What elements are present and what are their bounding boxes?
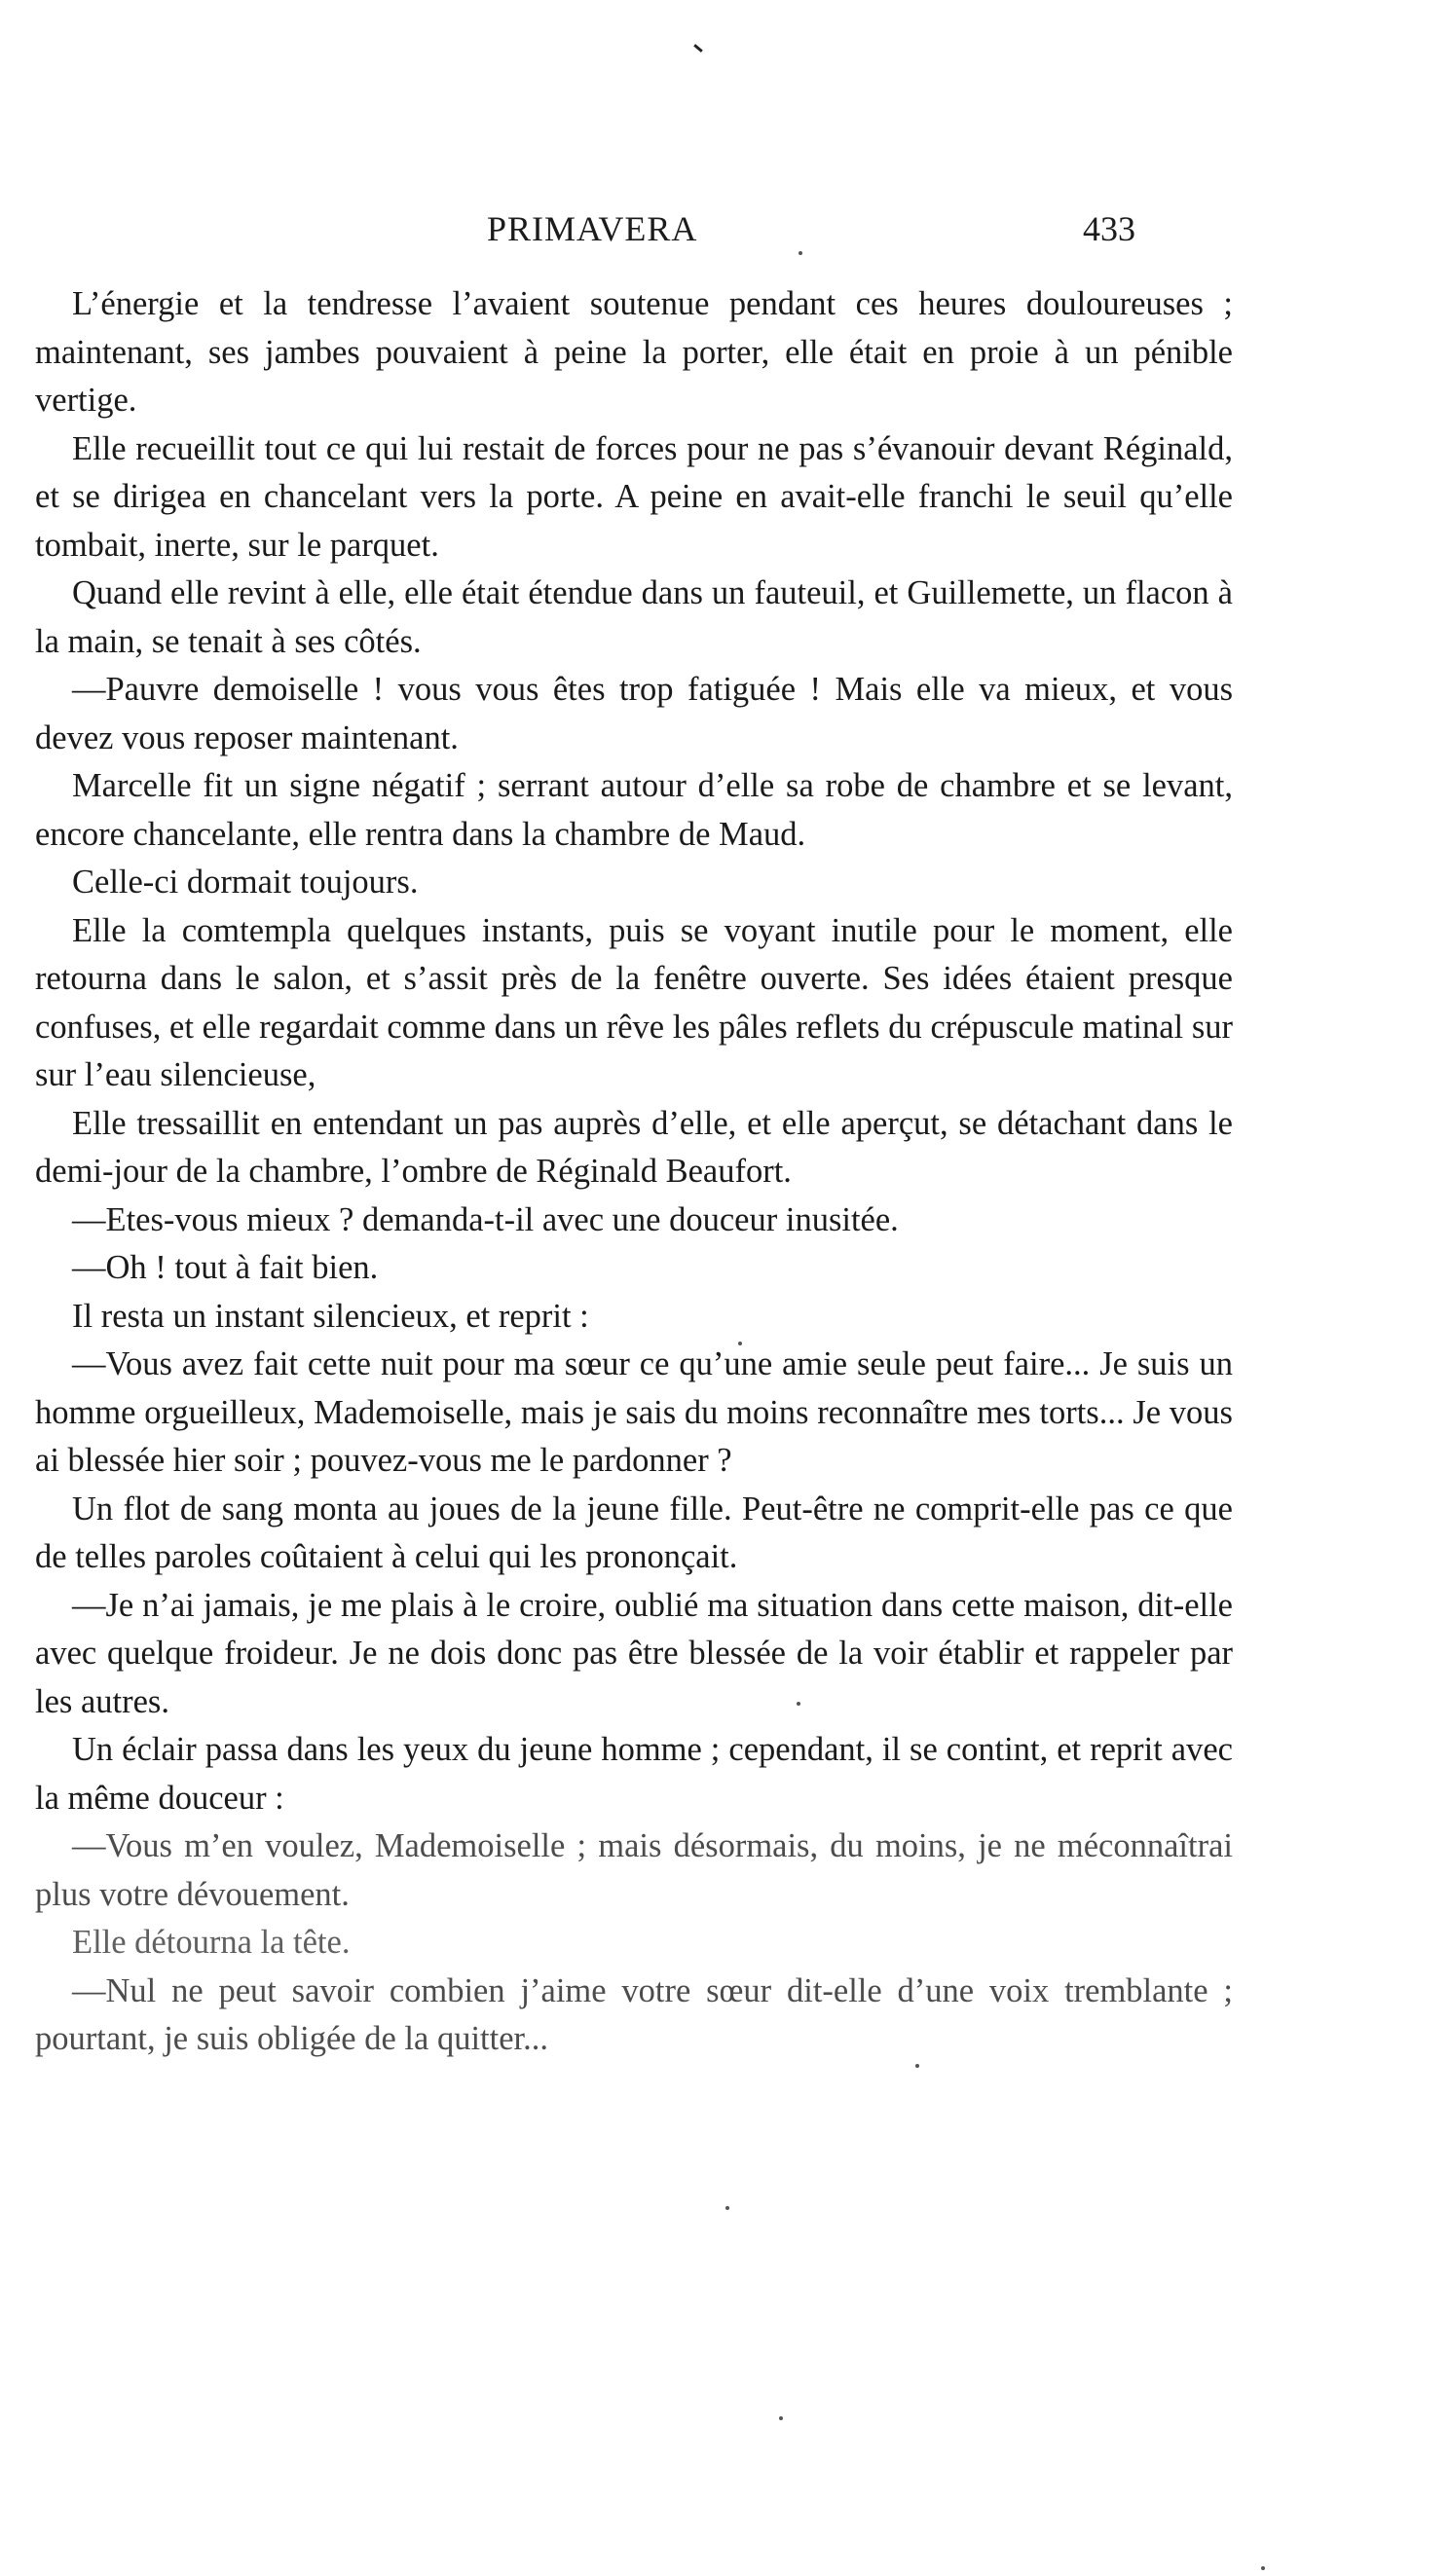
- scan-speck: [1261, 2566, 1265, 2570]
- paragraph: Un éclair passa dans les yeux du jeune homme ; cependant, il se contint, et reprit avec la même douceur :: [35, 1731, 1233, 1817]
- scan-speck: [738, 1342, 742, 1345]
- paragraph: Marcelle fit un signe négatif ; serrant autour d’elle sa robe de chambre et se levant, encore chancelante, elle rentra dans la chambre de Maud.: [35, 767, 1233, 853]
- page-header: [0, 204, 1449, 253]
- scan-speck: [797, 1702, 800, 1706]
- paragraph: —Etes-vous mieux ? demanda-t-il avec une douceur inusitée.: [72, 1200, 899, 1238]
- body-text: [35, 280, 1233, 2064]
- running-title: PRIMAVERA: [487, 209, 698, 248]
- paragraph: Celle-ci dormait toujours.: [72, 864, 419, 901]
- paragraph: Un flot de sang monta au joues de la jeune fille. Peut-être ne comprit-elle pas ce que de telles paroles coûtaient à celui qui les prononçait.: [35, 1490, 1233, 1575]
- ink-mark: [693, 44, 703, 53]
- scan-speck: [799, 251, 802, 255]
- paragraph: Elle la comtempla quelques instants, puis se voyant inutile pour le moment, elle retourna dans le salon, et s’assit près de la fenêtre ouverte. Ses idées étaient presque confuses, et elle regardait comme dans un rêve les pâles reflets du crépuscule matinal sur sur l’eau silencieuse,: [35, 911, 1233, 1093]
- paragraph: —Nul ne peut savoir combien j’aime votre sœur dit-elle d’une voix tremblante ; pourtant, je suis obligée de la quitter...: [35, 1971, 1233, 2057]
- paragraph: Il resta un instant silencieux, et reprit :: [72, 1297, 589, 1335]
- paragraph: —Vous m’en voulez, Mademoiselle ; mais désormais, du moins, je ne méconnaîtrai plus votre dévouement.: [35, 1827, 1233, 1913]
- paragraph: —Je n’ai jamais, je me plais à le croire, oublié ma situation dans cette maison, dit-elle avec quelque froideur. Je ne dois donc pas être blessée de la voir établir et rappeler par les autres.: [35, 1586, 1233, 1720]
- paragraph: —Pauvre demoiselle ! vous vous êtes trop fatiguée ! Mais elle va mieux, et vous devez vous reposer maintenant.: [35, 671, 1233, 756]
- paragraph: Quand elle revint à elle, elle était étendue dans un fauteuil, et Guillemette, un flacon à la main, se tenait à ses côtés.: [35, 574, 1233, 660]
- scan-speck: [915, 2064, 919, 2068]
- page-number: 433: [1083, 209, 1135, 248]
- paragraph: Elle tressaillit en entendant un pas auprès d’elle, et elle aperçut, se détachant dans le demi-jour de la chambre, l’ombre de Réginald Beaufort.: [35, 1104, 1233, 1190]
- paragraph: Elle recueillit tout ce qui lui restait de forces pour ne pas s’évanouir devant Réginald, et se dirigea en chancelant vers la porte. A peine en avait-elle franchi le seuil qu’elle tombait, inerte, sur le parquet.: [35, 429, 1233, 564]
- paragraph: —Oh ! tout à fait bien.: [72, 1249, 379, 1286]
- scan-speck: [725, 2206, 729, 2210]
- paragraph: —Vous avez fait cette nuit pour ma sœur ce qu’une amie seule peut faire... Je suis un homme orgueilleux, Mademoiselle, mais je sais du moins reconnaître mes torts... Je vous ai blessée hier soir ; pouvez-vous me le pardonner ?: [35, 1345, 1233, 1479]
- paragraph: L’énergie et la tendresse l’avaient soutenue pendant ces heures douloureuses ; maintenant, ses jambes pouvaient à peine la porter, elle était en proie à un pénible vertige.: [35, 285, 1233, 419]
- paragraph: Elle détourna la tête.: [72, 1924, 351, 1961]
- scan-speck: [779, 2416, 783, 2420]
